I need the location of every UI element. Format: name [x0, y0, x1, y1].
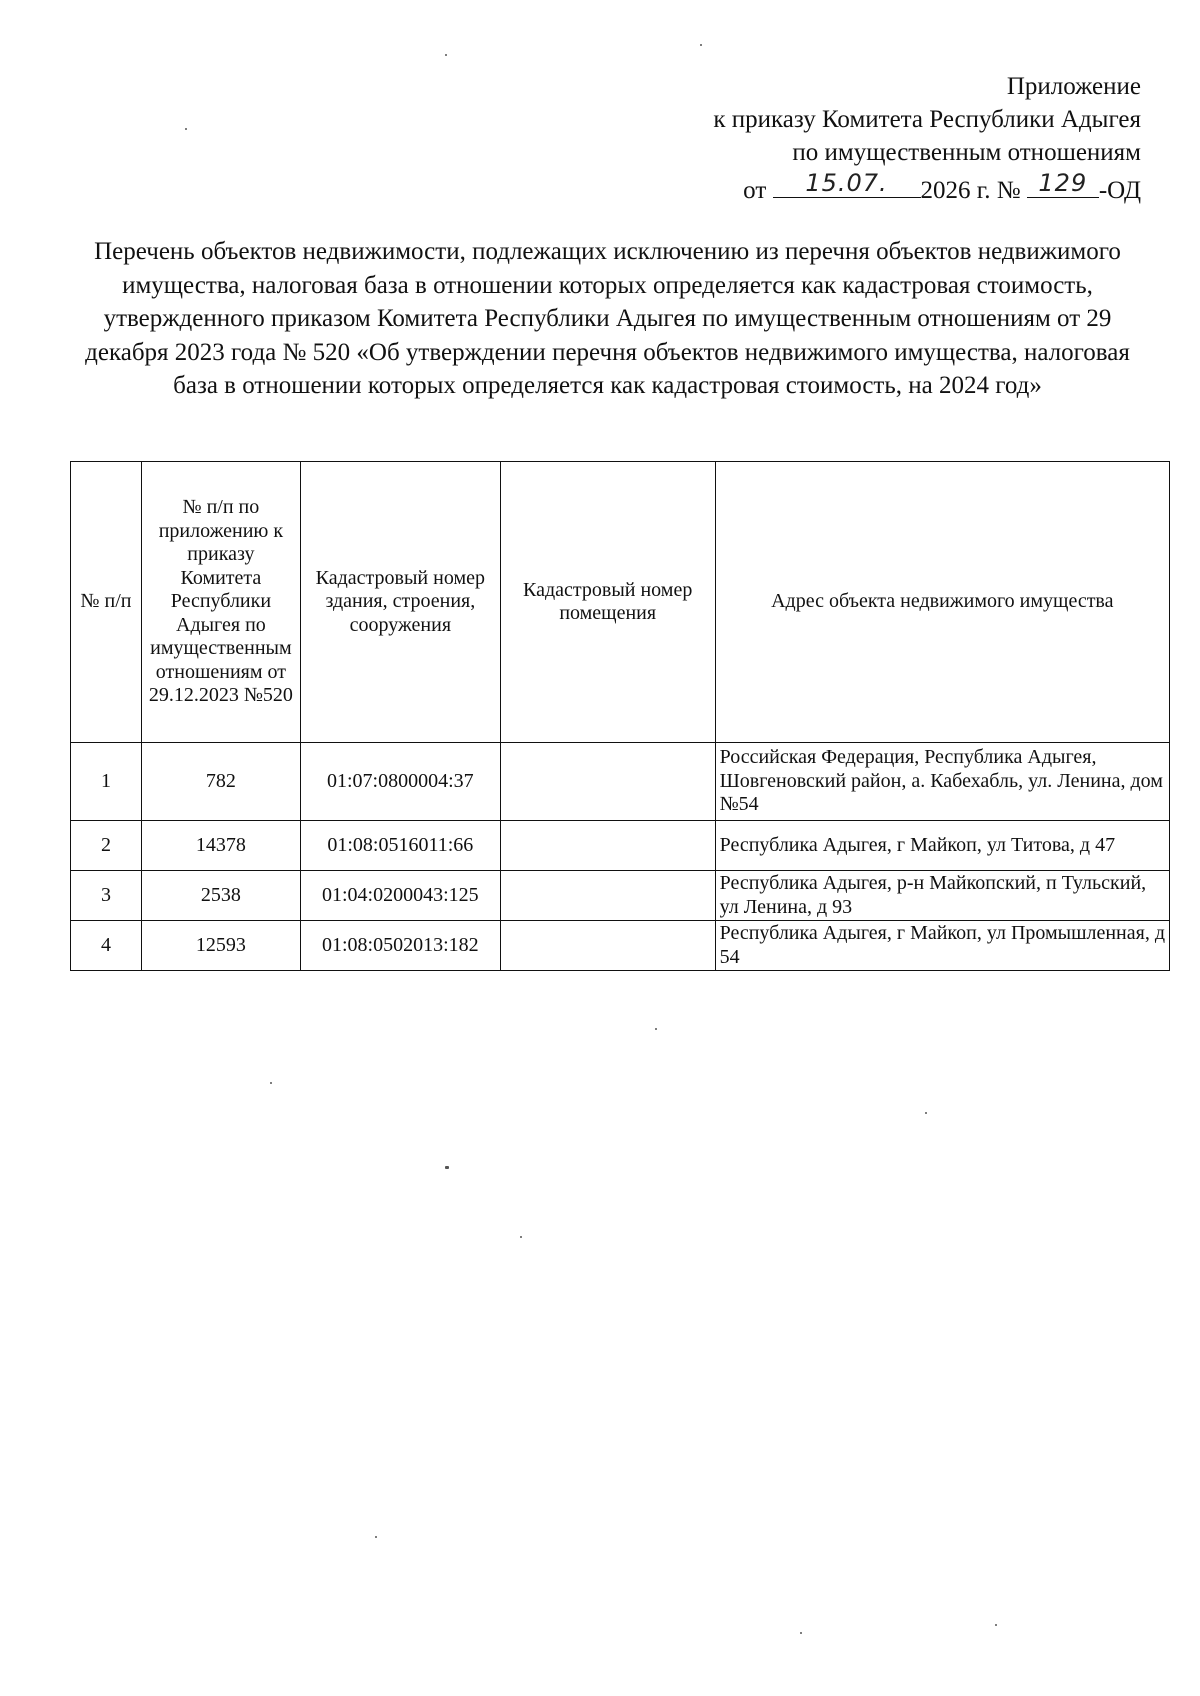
cell-appendix-number: 782 [141, 743, 300, 821]
cell-building-cadastral: 01:07:0800004:37 [300, 743, 500, 821]
scan-speck [995, 1624, 997, 1626]
cell-address: Республика Адыгея, р-н Майкопский, п Тульский, ул Ленина, д 93 [715, 871, 1169, 921]
scan-speck [445, 1166, 449, 1169]
cell-address: Республика Адыгея, г Майкоп, ул Титова, д 47 [715, 821, 1169, 871]
header-room-cadastral: Кадастровый номер помещения [500, 462, 715, 743]
attachment-header [560, 70, 1141, 207]
table-row [71, 743, 1170, 821]
table-header-row [71, 462, 1170, 743]
scan-speck [445, 54, 447, 56]
scan-speck [700, 44, 702, 46]
scan-speck [375, 1536, 377, 1538]
scan-speck [925, 1112, 927, 1114]
order-number-field [1027, 169, 1099, 198]
date-prefix: от [743, 177, 767, 204]
attachment-order-ref: к приказу Комитета Республики Адыгея [713, 106, 1141, 133]
cell-building-cadastral: 01:08:0502013:182 [300, 921, 500, 971]
cell-row-number: 4 [71, 921, 142, 971]
header-appendix-number: № п/п по приложению к приказу Комитета Республики Адыгея по имущественным отношениям от 29.12.2023 №520 [141, 462, 300, 743]
cell-appendix-number: 14378 [141, 821, 300, 871]
cell-room-cadastral [500, 921, 715, 971]
cell-room-cadastral [500, 821, 715, 871]
cell-room-cadastral [500, 743, 715, 821]
cell-building-cadastral: 01:08:0516011:66 [300, 821, 500, 871]
scan-speck [800, 1632, 802, 1634]
cell-address: Республика Адыгея, г Майкоп, ул Промышленная, д 54 [715, 921, 1169, 971]
cell-room-cadastral [500, 871, 715, 921]
cell-address: Российская Федерация, Республика Адыгея, Шовгеновский район, а. Кабехабль, ул. Ленина, дом №54 [715, 743, 1169, 821]
header-building-cadastral: Кадастровый номер здания, строения, сооружения [300, 462, 500, 743]
attachment-label: Приложение [1006, 73, 1141, 100]
cell-row-number: 1 [71, 743, 142, 821]
cell-appendix-number: 12593 [141, 921, 300, 971]
table-row [71, 821, 1170, 871]
table-row [71, 921, 1170, 971]
attachment-committee: по имущественным отношениям [792, 139, 1141, 166]
cell-row-number: 3 [71, 871, 142, 921]
handwritten-date: 15.07. [805, 169, 888, 197]
header-address: Адрес объекта недвижимого имущества [715, 462, 1169, 743]
scan-speck [185, 128, 187, 130]
scan-speck [520, 1236, 522, 1238]
cell-row-number: 2 [71, 821, 142, 871]
property-table [70, 461, 1170, 971]
scan-speck [270, 1082, 272, 1084]
table-row [71, 871, 1170, 921]
year-text: 2026 г. № [920, 177, 1021, 204]
order-suffix: -ОД [1098, 177, 1141, 204]
document-title: Перечень объектов недвижимости, подлежащих исключению из перечня объектов недвижимого имущества, налоговая база в отношении которых определяется как кадастровая стоимость, утвержденного приказом Комитета Республики Адыгея по имущественным отношениям от 29 декабря 2023 года № 520 «Об утверждении перечня объектов недвижимого имущества, налоговая база в отношении которых определяется как кадастровая стоимость, на 2024 год» [85, 238, 1130, 399]
cell-building-cadastral: 01:04:0200043:125 [300, 871, 500, 921]
date-field [773, 169, 921, 198]
scan-speck [655, 1028, 657, 1030]
attachment-date-line [560, 169, 1141, 207]
cell-appendix-number: 2538 [141, 871, 300, 921]
header-row-number: № п/п [71, 462, 142, 743]
handwritten-number: 129 [1038, 169, 1088, 197]
